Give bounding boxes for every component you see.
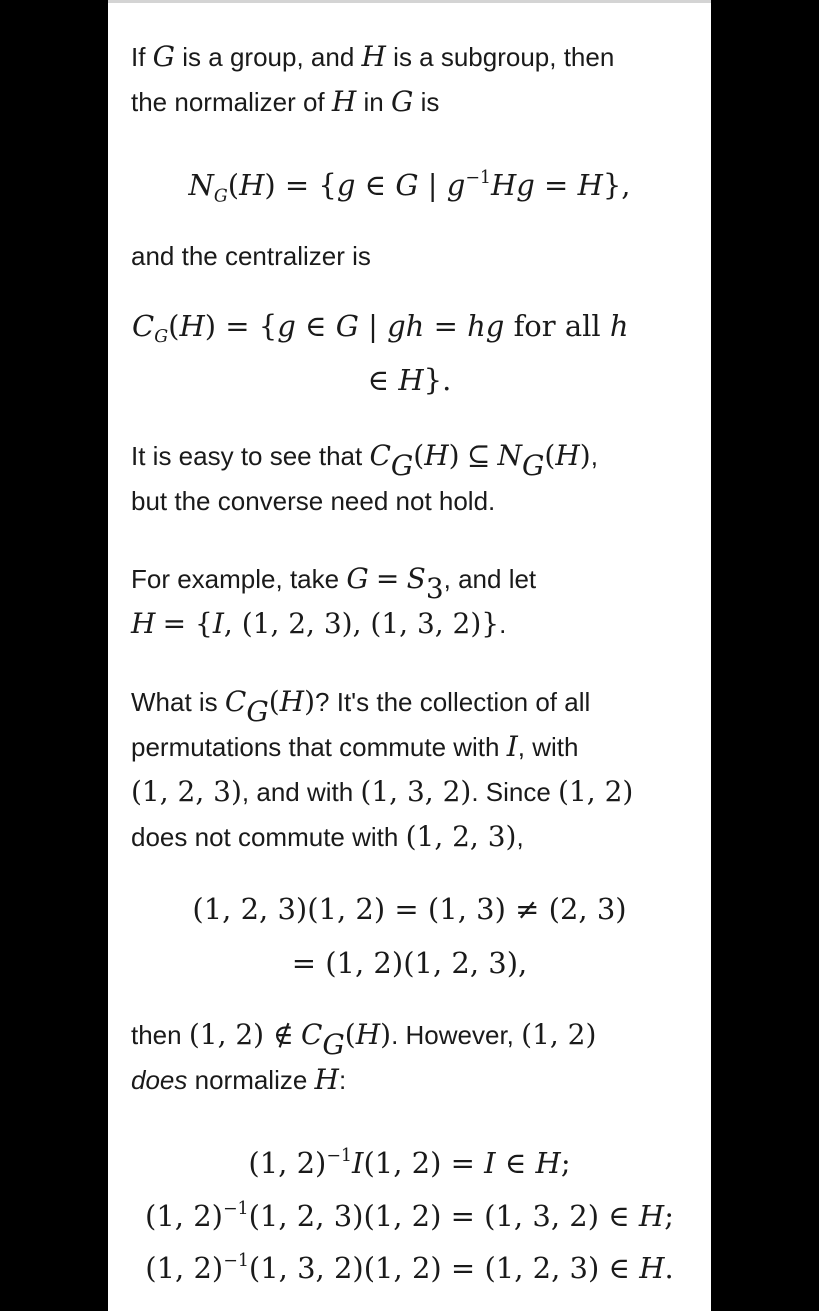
document-page — [108, 0, 711, 1311]
paragraph-line: If G is a group, and H is a subgroup, then — [131, 40, 615, 73]
centralizer-equation-line1: $C_G(H) = \{g$ ∈ G | gh = hg for all h — [132, 309, 629, 348]
paragraph-line: does not commute with (1, 2, 3), — [131, 820, 524, 853]
paragraph-line: H = {I, (1, 2, 3), (1, 3, 2)}. — [131, 607, 507, 640]
paragraph-line: and the centralizer is — [131, 241, 371, 271]
paragraph-line: permutations that commute with I, with — [131, 730, 579, 763]
paragraph-line: What is $C_G(H)$? It's the collection of all — [131, 685, 591, 728]
paragraph-line: but the converse need not hold. — [131, 486, 496, 516]
noncommute-equation-line2: = (1, 2)(1, 2, 3), — [291, 946, 528, 980]
normalizer-equation: $N_G(H) = \{g$ ∈ G | $g^{-1}Hg = H$}, — [188, 168, 631, 207]
paragraph-line: the normalizer of H in G is — [131, 85, 440, 118]
normalize-equation-line1: (1, 2)$^{-1}$I(1, 2) = I ∈ H; — [248, 1146, 571, 1181]
paragraph-line: then (1, 2) ∉ $C_G(H)$. However, (1, 2) — [131, 1018, 597, 1061]
normalize-equation-line2: (1, 2)$^{-1}$(1, 2, 3)(1, 2) = (1, 3, 2) ∈ H; — [145, 1199, 674, 1234]
paragraph-line: For example, take $G = S_3$, and let — [131, 562, 537, 605]
noncommute-equation-line1: (1, 2, 3)(1, 2) = (1, 3) ≠ (2, 3) — [192, 892, 627, 926]
normalize-equation-line3: (1, 2)$^{-1}$(1, 3, 2)(1, 2) = (1, 2, 3) ∈ H. — [145, 1251, 674, 1286]
centralizer-equation-line2: ∈ H}. — [367, 363, 452, 397]
paragraph-line: (1, 2, 3), and with (1, 3, 2). Since (1, 2) — [131, 775, 634, 808]
paragraph-line: does normalize H: — [131, 1063, 347, 1096]
paragraph-line: It is easy to see that $C_G(H)$ ⊆ $N_G(H)$, — [131, 439, 598, 482]
